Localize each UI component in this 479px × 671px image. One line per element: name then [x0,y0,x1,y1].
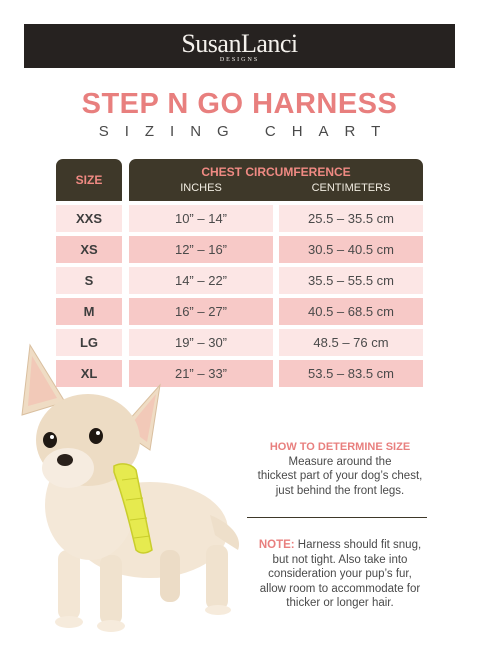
inches-header: INCHES [180,182,222,194]
cm-cell: 35.5 – 55.5 cm [279,267,423,294]
divider [247,517,427,518]
sizing-note [240,538,440,611]
brand-subtitle: DESIGNS [219,57,260,63]
page-title: STEP N GO HARNESS [81,88,398,120]
chest-column-header [129,159,423,201]
inches-cell: 19” – 30” [129,329,273,356]
howto-line: just behind the front legs. [275,484,405,497]
note-line: Harness should fit snug, [294,539,422,551]
size-column-header: SIZE [56,159,122,201]
table-row [56,236,423,263]
how-to-determine-size [240,440,440,498]
size-cell: XL [56,360,122,387]
size-cell: LG [56,329,122,356]
size-cell: XXS [56,205,122,232]
chihuahua-image [10,340,250,640]
inches-cell: 14” – 22” [129,267,273,294]
page-subtitle: SIZING CHART [98,123,397,140]
inches-cell: 10” – 14” [129,205,273,232]
cm-cell: 40.5 – 68.5 cm [279,298,423,325]
cm-cell: 53.5 – 83.5 cm [279,360,423,387]
howto-line: Measure around the [288,455,392,468]
table-row [56,267,423,294]
note-line: thicker or longer hair. [286,597,394,609]
cm-cell: 25.5 – 35.5 cm [279,205,423,232]
brand-banner [24,24,455,68]
howto-line: thickest part of your dog’s chest, [257,470,423,482]
brand-logo: SusanLanci [181,29,298,58]
cm-cell: 48.5 – 76 cm [279,329,423,356]
note-line: consideration your pup’s fur, [268,568,412,580]
centimeters-header: CENTIMETERS [311,182,391,194]
inches-cell: 16” – 27” [129,298,273,325]
table-row [56,298,423,325]
inches-cell: 12” – 16” [129,236,273,263]
chest-header-title: CHEST CIRCUMFERENCE [201,165,351,179]
size-cell: XS [56,236,122,263]
inches-cell: 21” – 33” [129,360,273,387]
size-cell: S [56,267,122,294]
size-cell: M [56,298,122,325]
table-row [56,205,423,232]
note-line: allow room to accommodate for [259,582,421,595]
howto-heading: HOW TO DETERMINE SIZE [269,441,411,453]
note-label: NOTE: [258,539,295,551]
note-line: but not tight. Also take into [272,553,408,566]
cm-cell: 30.5 – 40.5 cm [279,236,423,263]
